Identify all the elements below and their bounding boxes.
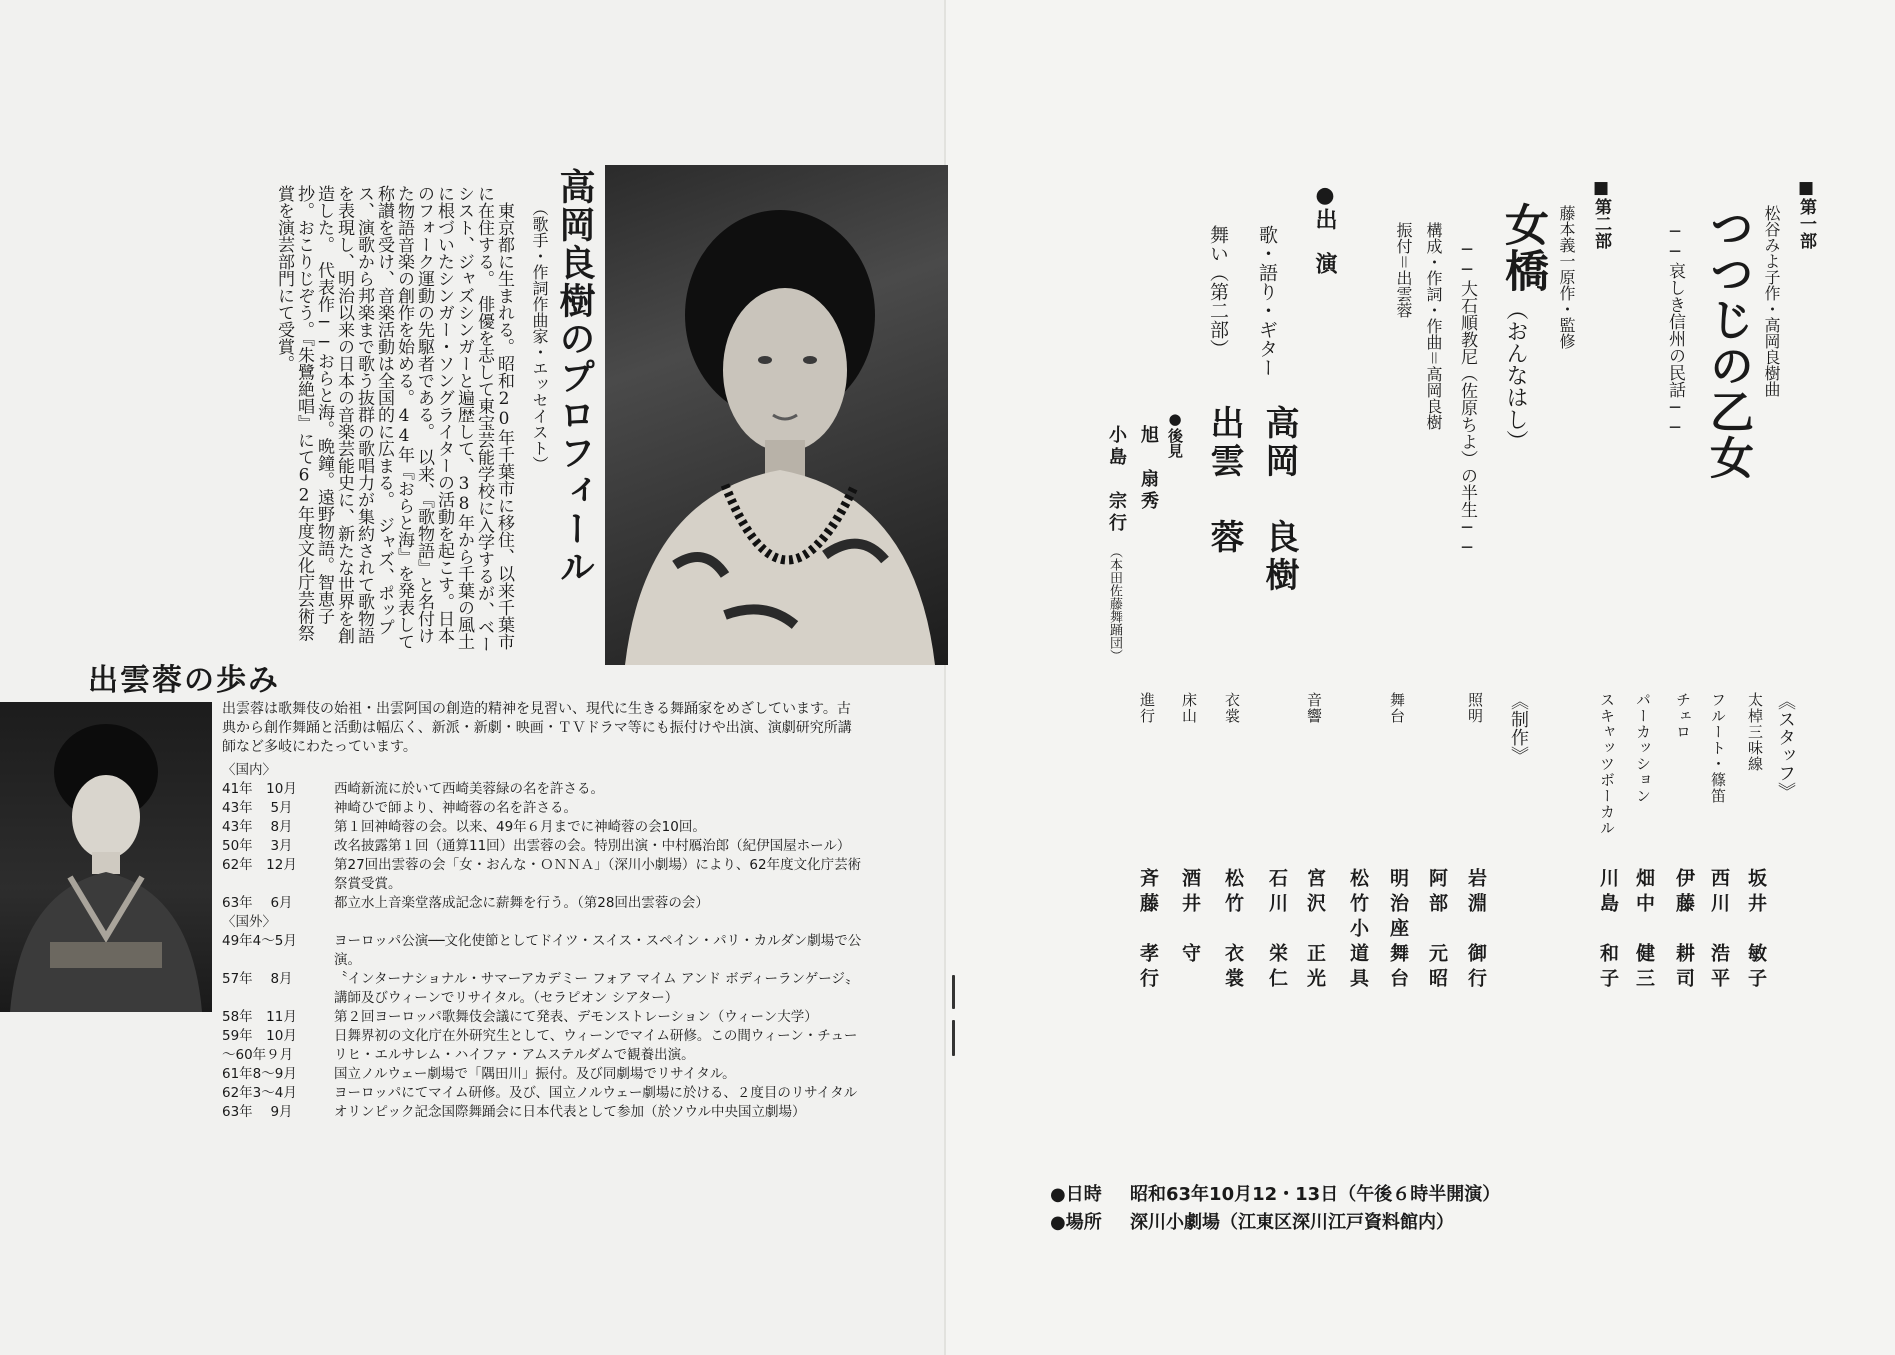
cast-name-1: 高岡 良樹 — [1259, 405, 1299, 595]
part2-mark: ■ 第二部 — [1589, 178, 1614, 249]
history-date: 63年 6月 — [222, 895, 293, 911]
part2-title-reading: （おんなはし） — [1503, 298, 1528, 452]
production-name: 斉藤 孝行 — [1137, 868, 1159, 993]
part1-mark: ■ 第一部 — [1794, 178, 1819, 249]
production-name: 松竹 衣裳 — [1222, 868, 1244, 993]
profile-subtitle: （歌手・作詞作曲家・エッセイスト） — [530, 200, 549, 472]
production-name: 阿部 元昭 — [1426, 868, 1448, 993]
part2-credit: 藤本義一原作・監修 — [1557, 205, 1576, 349]
part2-subtitle: ──大石順教尼（佐原ちよ）の半生── — [1457, 240, 1477, 558]
production-name: 岩淵 御行 — [1465, 868, 1487, 993]
part1-subtitle: ──哀しき信州の民話── — [1665, 222, 1685, 438]
domestic-history-row — [222, 894, 862, 913]
takaoka-portrait-photo — [605, 165, 948, 665]
history-date: 63年 9月 — [222, 1104, 293, 1120]
cast-name-2: 出雲 蓉 — [1204, 405, 1244, 557]
overseas-heading: 〈国外〉 — [222, 914, 276, 930]
staff-role: スキャッツボーカル — [1598, 692, 1616, 836]
history-text: 国立ノルウェー劇場で「隅田川」振付。及び同劇場でリサイタル。 — [334, 1066, 736, 1082]
koken-label: ●後見 — [1166, 410, 1184, 458]
right-page — [945, 0, 1895, 1355]
history-date: 43年 8月 — [222, 819, 293, 835]
staff-name: 坂井 敏子 — [1745, 868, 1767, 993]
domestic-history-row — [222, 780, 862, 799]
staff-name: 川島 和子 — [1597, 868, 1619, 993]
domestic-history-row — [222, 818, 862, 837]
domestic-heading: 〈国内〉 — [222, 762, 276, 778]
production-name: 松竹小道具 — [1347, 868, 1369, 993]
history-text: 神崎ひで師より、神崎蓉の名を許さる。 — [334, 800, 577, 816]
ayumi-history — [222, 761, 862, 1122]
koken-1: 旭 扇秀 — [1138, 425, 1159, 513]
cast-role-2: 舞い（第二部） — [1207, 225, 1229, 358]
ayumi-intro: 出雲蓉は歌舞伎の始祖・出雲阿国の創造的精神を見習い、現代に生きる舞踊家をめざしています。古典から創作舞踊と活動は幅広く、新派・新劇・映画・ＴＶドラマ等にも振付けや出演、演劇研究所講師など多岐にわたっています。 — [222, 701, 852, 755]
staff-heading: 《スタッフ》 — [1775, 692, 1796, 800]
production-role: 衣裳 — [1223, 692, 1241, 724]
production-role: 舞台 — [1388, 692, 1406, 724]
izumo-portrait-photo — [0, 702, 212, 1012]
staple-top — [952, 975, 955, 1009]
history-date: 62年 12月 — [222, 857, 297, 873]
overseas-history-row — [222, 1084, 862, 1103]
izumo-portrait-figure — [0, 702, 212, 1012]
cast-heading: ●出 演 — [1312, 182, 1338, 274]
part2-choreography: 振付＝出雲蓉 — [1394, 222, 1413, 318]
history-date: 43年 5月 — [222, 800, 293, 816]
history-text: 改名披露第１回（通算11回）出雲蓉の会。特別出演・中村鴈治郎（紀伊国屋ホール） — [334, 838, 851, 854]
production-name: 宮沢 正光 — [1304, 868, 1326, 993]
event-date-label: ●日時 — [1050, 1184, 1102, 1205]
history-text: 都立水上音楽堂落成記念に薪舞を行う。（第28回出雲蓉の会） — [334, 895, 709, 911]
staff-name: 畑中 健三 — [1633, 868, 1655, 993]
history-text: 〝インターナショナル・サマーアカデミー フォア マイム アンド ボディーランゲージ〟講師及びウィーンでリサイタル。（セラピオン シアター） — [334, 971, 859, 1006]
overseas-history-row — [222, 1065, 862, 1084]
overseas-history-row — [222, 970, 862, 1008]
production-name: 石川 栄仁 — [1266, 868, 1288, 993]
event-place-label: ●場所 — [1050, 1212, 1102, 1233]
production-name: 明治座舞台 — [1387, 868, 1409, 993]
history-text: ヨーロッパにてマイム研修。及び、国立ノルウェー劇場に於ける、２度目のリサイタル — [334, 1085, 858, 1101]
ayumi-title: 出雲蓉の歩み — [88, 663, 280, 698]
staff-name: 西川 浩平 — [1708, 868, 1730, 993]
history-date: 62年3～4月 — [222, 1085, 297, 1101]
koken-2-note: （本田佐藤舞踊団） — [1107, 545, 1122, 662]
cast-role-1: 歌・語り・ギター — [1256, 225, 1278, 377]
domestic-history-row — [222, 799, 862, 818]
history-date: 49年4～5月 — [222, 933, 297, 949]
event-date-value: 昭和63年10月12・13日（午後６時半開演） — [1130, 1184, 1501, 1205]
history-date: 57年 8月 — [222, 971, 293, 987]
overseas-history-row — [222, 932, 862, 970]
history-date: 59年 10月 ～60年９月 — [222, 1028, 297, 1063]
staff-role: パーカッション — [1634, 692, 1652, 804]
history-text: ヨーロッパ公演──文化使節としてドイツ・スイス・スペイン・パリ・カルダン劇場で公演。 — [334, 933, 862, 968]
staff-role: フルート・篠笛 — [1709, 692, 1727, 804]
history-text: オリンピック記念国際舞踊会に日本代表として参加（於ソウル中央国立劇場） — [334, 1104, 806, 1120]
history-date: 50年 3月 — [222, 838, 293, 854]
production-role: 照明 — [1466, 692, 1484, 724]
overseas-history-row — [222, 1008, 862, 1027]
production-role: 音響 — [1305, 692, 1323, 724]
production-role: 進行 — [1138, 692, 1156, 724]
part2-composition: 構成・作詞・作曲＝高岡良樹 — [1424, 222, 1443, 430]
history-text: 第１回神崎蓉の会。以来、49年６月までに神崎蓉の会10回。 — [334, 819, 706, 835]
history-text: 西崎新流に於いて西崎美蓉緑の名を許さる。 — [334, 781, 604, 797]
overseas-history-row — [222, 1103, 862, 1122]
domestic-history-row — [222, 837, 862, 856]
event-place — [1050, 1208, 1454, 1234]
profile-title: 高岡良樹のプロフィール — [554, 168, 596, 586]
history-date: 41年 10月 — [222, 781, 297, 797]
overseas-history-row — [222, 1027, 862, 1065]
history-text: 日舞界初の文化庁在外研究生として、ウィーンでマイム研修。この間ウィーン・チューリヒ・エルサレム・ハイファ・アムステルダムで観養出演。 — [334, 1028, 858, 1063]
part1-title: つつじの乙女 — [1702, 205, 1753, 481]
history-text: 第２回ヨーロッパ歌舞伎会議にて発表、デモンストレーション（ウィーン大学） — [334, 1009, 818, 1025]
history-date: 58年 11月 — [222, 1009, 297, 1025]
production-role: 床山 — [1180, 692, 1198, 724]
history-text: 第27回出雲蓉の会「女・おんな・ＯＮＮＡ」（深川小劇場）により、62年度文化庁芸術祭賞受賞。 — [334, 857, 862, 892]
part1-credit: 松谷みよ子作・高岡良樹曲 — [1762, 205, 1781, 397]
staff-name: 伊藤 耕司 — [1673, 868, 1695, 993]
staff-role: チェロ — [1674, 692, 1692, 740]
profile-body: 東京都に生まれる。昭和20年千葉市に移住、以来千葉市に在住する。 俳優を志して東宝芸能学校に入学するが、ベーシスト、ジャズシンガーと遍歴して、38年から千葉の風土に根づいたシンガー・ソングライターの活動を起こす。日本のフォーク運動の先駆者である。 以来、『歌物語』と名付けた物語音楽の創作を始める。44年『おらと海』を発表して称讃を受け、音楽活動は全国的に広まる。 ジャズ、ポップス、演歌から邦楽まで歌う抜群の歌唱力が集約されて歌物語を表現し、明治以来の日本の音楽芸能史に、新たな世界を創造した。 代表作──おらと海。晩鐘。遠野物語。智恵子抄。おこりじぞう。『朱鷺絶唱』にて62年度文化庁芸術祭賞を演芸部門にて受賞。 — [274, 185, 514, 653]
staff-role: 太棹三味線 — [1746, 692, 1764, 772]
staple-bottom — [952, 1020, 955, 1056]
domestic-history-row — [222, 856, 862, 894]
production-heading: 《制作》 — [1508, 692, 1529, 764]
history-date: 61年8～9月 — [222, 1066, 297, 1082]
koken-2: 小島 宗行 — [1106, 425, 1127, 535]
takaoka-portrait-figure — [605, 165, 948, 665]
part2-title: 女橋 — [1497, 202, 1548, 294]
event-place-value: 深川小劇場（江東区深川江戸資料館内） — [1130, 1212, 1454, 1233]
production-name: 酒井 守 — [1179, 868, 1201, 968]
event-date — [1050, 1180, 1500, 1206]
